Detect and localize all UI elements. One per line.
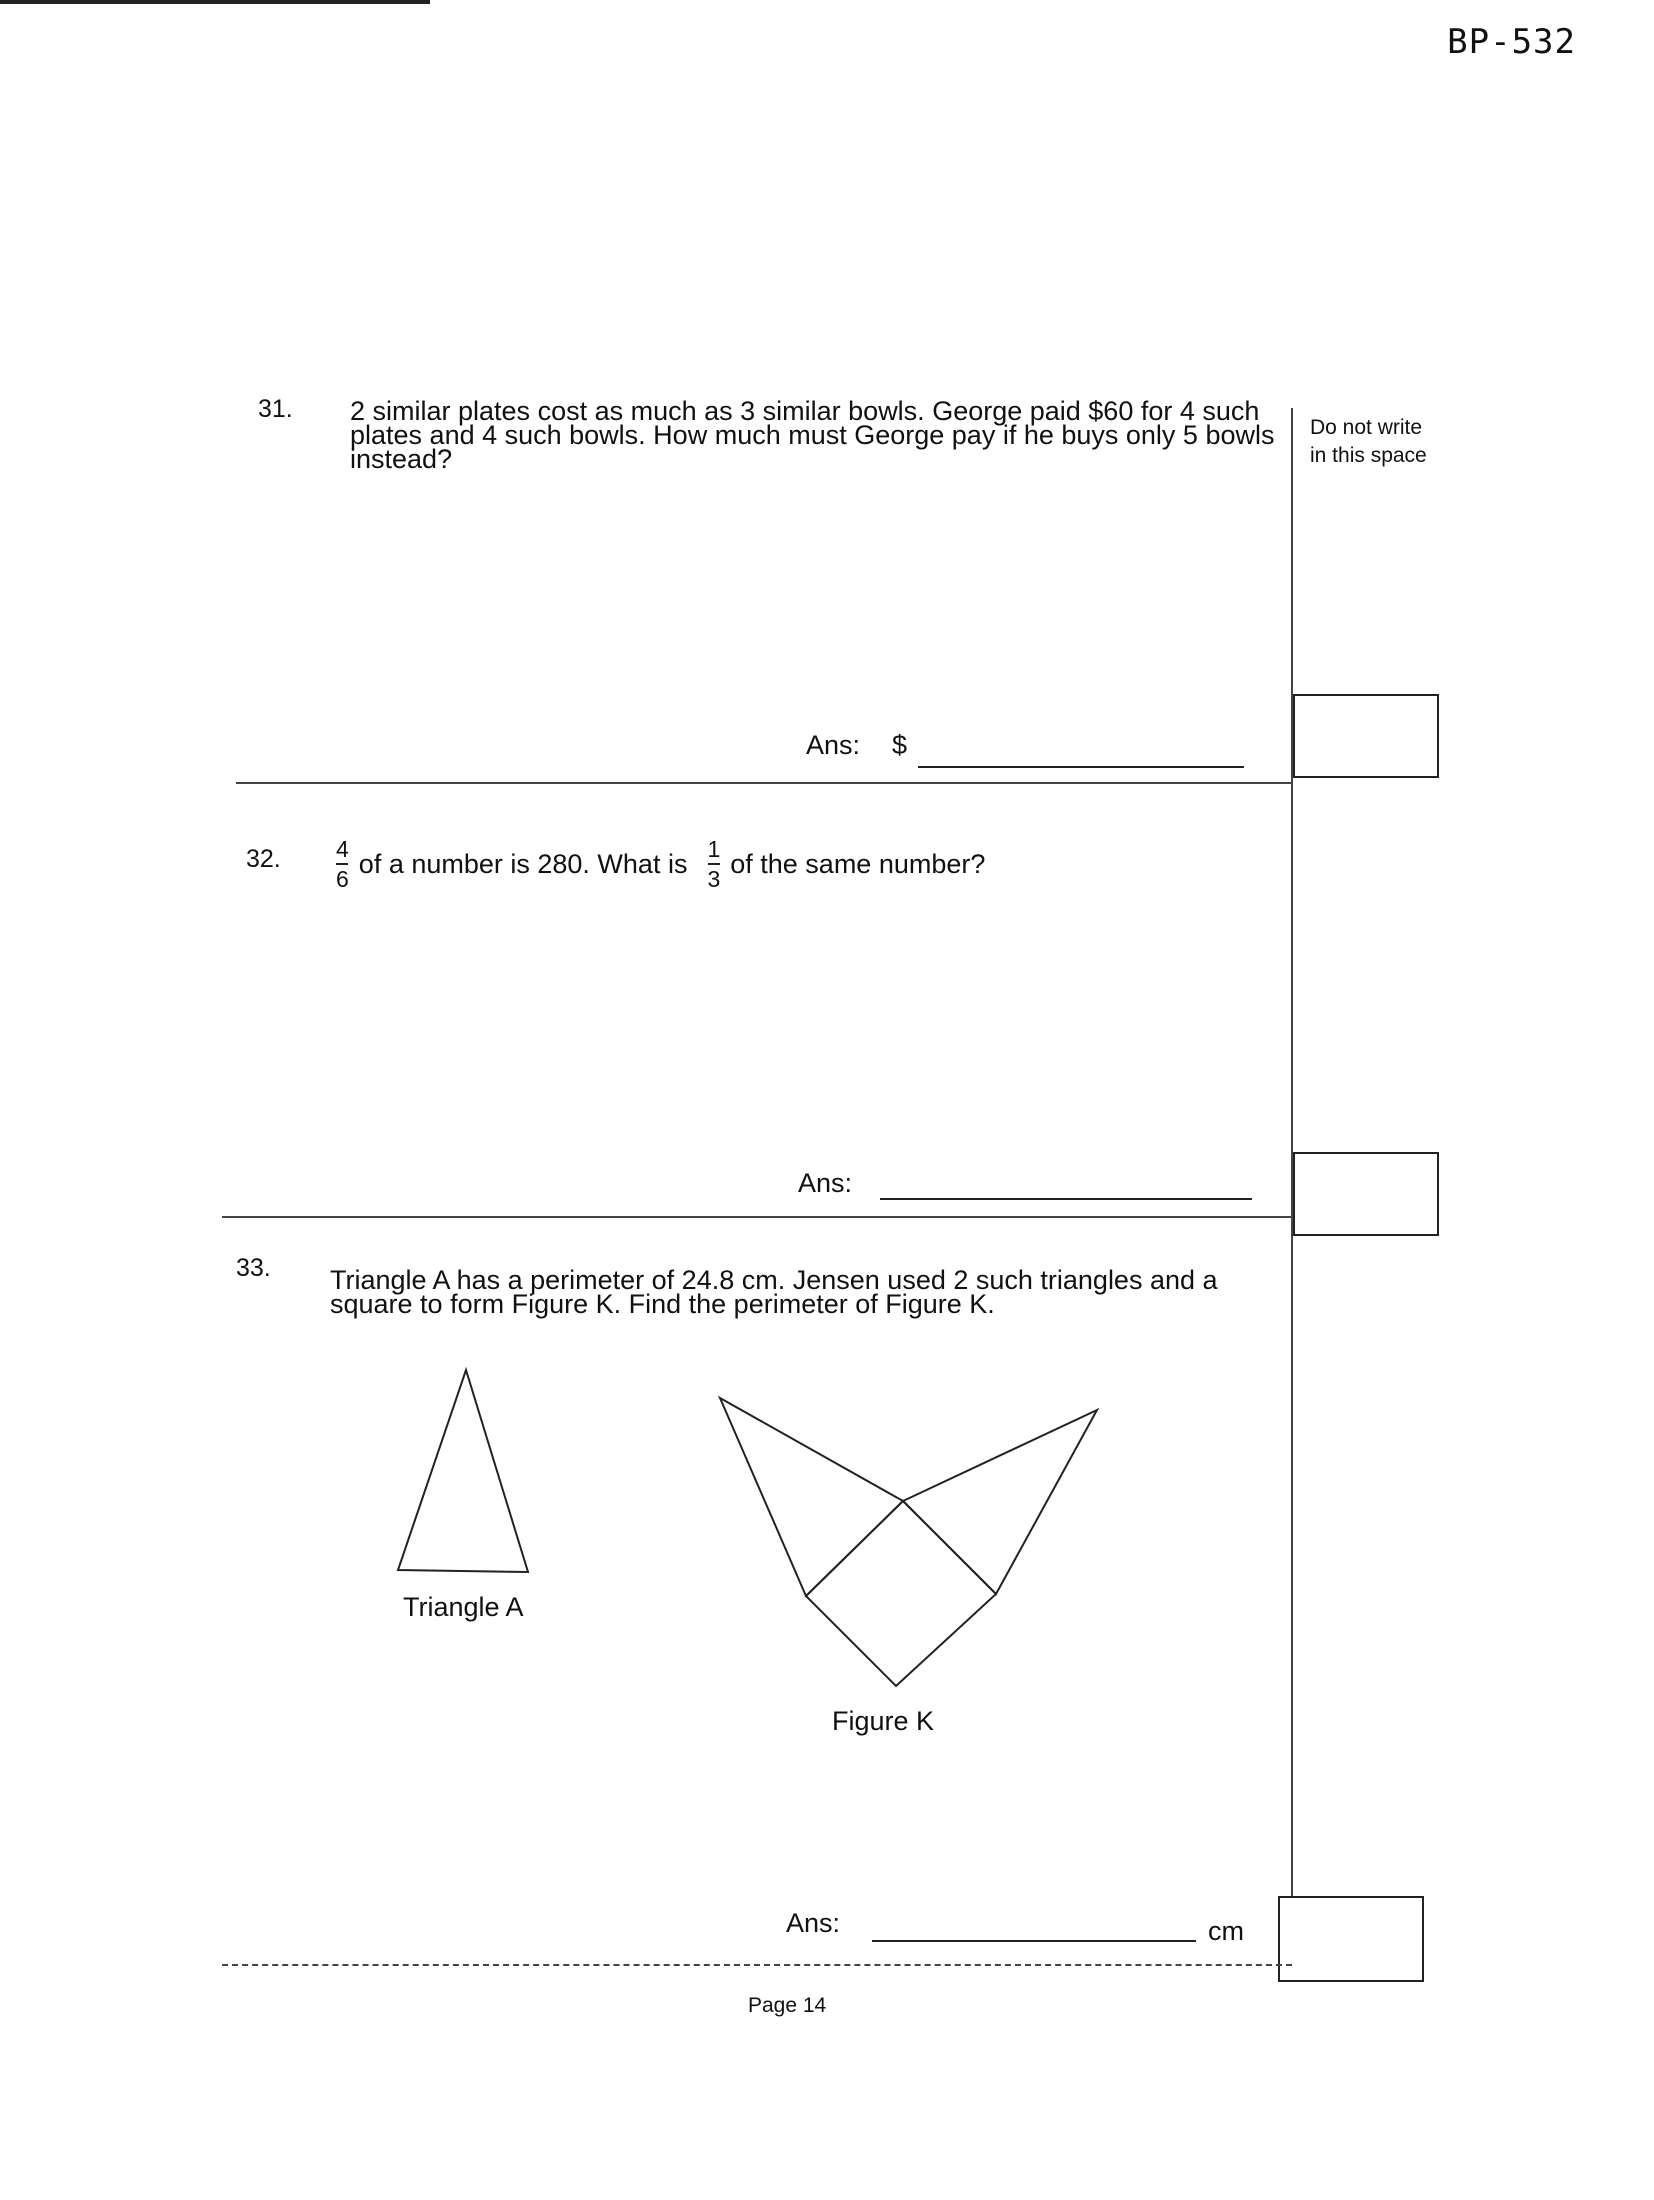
figure-k <box>700 1380 1120 1700</box>
question-32-text-b: of the same number? <box>730 849 986 879</box>
fraction-2-bar <box>708 863 720 865</box>
question-32-text-a: of a number is 280. What is <box>358 849 688 879</box>
question-31-line-1: 2 similar plates cost as much as 3 similar bowls. George paid $60 for 4 such <box>350 396 1260 426</box>
question-33-number: 33. <box>236 1254 271 1282</box>
fraction-2-denominator: 3 <box>707 866 721 892</box>
figure-k-label: Figure K <box>832 1706 935 1736</box>
margin-note-line-1: Do not write <box>1310 416 1423 439</box>
margin-note <box>1310 414 1427 470</box>
question-31-line-3: instead? <box>350 444 453 474</box>
question-31-text <box>350 396 1290 474</box>
fraction-2-numerator: 1 <box>707 836 721 862</box>
question-33-answer-unit: cm <box>1208 1916 1244 1946</box>
fraction-1-numerator: 4 <box>336 836 349 862</box>
question-31-score-box[interactable] <box>1293 694 1439 778</box>
question-33-text <box>330 1265 1290 1319</box>
question-33-line-2: square to form Figure K. Find the perimeter of Figure K. <box>330 1289 995 1319</box>
figure-k-left-triangle <box>720 1398 903 1596</box>
question-33-answer-line[interactable] <box>872 1940 1196 1942</box>
question-31-answer-line[interactable] <box>918 766 1244 768</box>
question-32-fraction-1 <box>336 837 349 891</box>
question-32-answer-line[interactable] <box>880 1198 1252 1200</box>
page-code: BP-532 <box>1447 22 1576 62</box>
question-32-answer-label: Ans: <box>798 1168 853 1198</box>
question-33-answer-label: Ans: <box>786 1908 841 1938</box>
triangle-a-shape <box>398 1370 528 1572</box>
triangle-a-figure <box>390 1360 550 1580</box>
question-31-dollar-sign: $ <box>892 730 908 760</box>
question-32-score-box[interactable] <box>1293 1152 1439 1236</box>
page-number: Page 14 <box>748 1994 827 2017</box>
question-32-text <box>336 832 985 896</box>
question-33-line-1: Triangle A has a perimeter of 24.8 cm. Jensen used 2 such triangles and a <box>330 1265 1218 1295</box>
fraction-1-denominator: 6 <box>336 866 349 892</box>
question-31-answer-label: Ans: <box>806 730 861 760</box>
question-31-divider <box>236 782 1292 784</box>
triangle-a-label: Triangle A <box>403 1592 524 1622</box>
question-32-divider <box>222 1216 1292 1218</box>
fraction-1-bar <box>336 863 348 865</box>
question-31-line-2: plates and 4 such bowls. How much must George pay if he buys only 5 bowls <box>350 420 1275 450</box>
scan-edge-bar <box>0 0 430 4</box>
figure-k-square <box>806 1501 996 1686</box>
question-33-score-box[interactable] <box>1278 1896 1424 1982</box>
question-32-number: 32. <box>246 845 281 873</box>
figure-k-right-triangle <box>903 1410 1097 1594</box>
question-31-number: 31. <box>258 395 293 423</box>
question-33-divider <box>222 1964 1292 1966</box>
question-32-fraction-2 <box>707 837 720 891</box>
margin-note-line-2: in this space <box>1310 444 1427 467</box>
